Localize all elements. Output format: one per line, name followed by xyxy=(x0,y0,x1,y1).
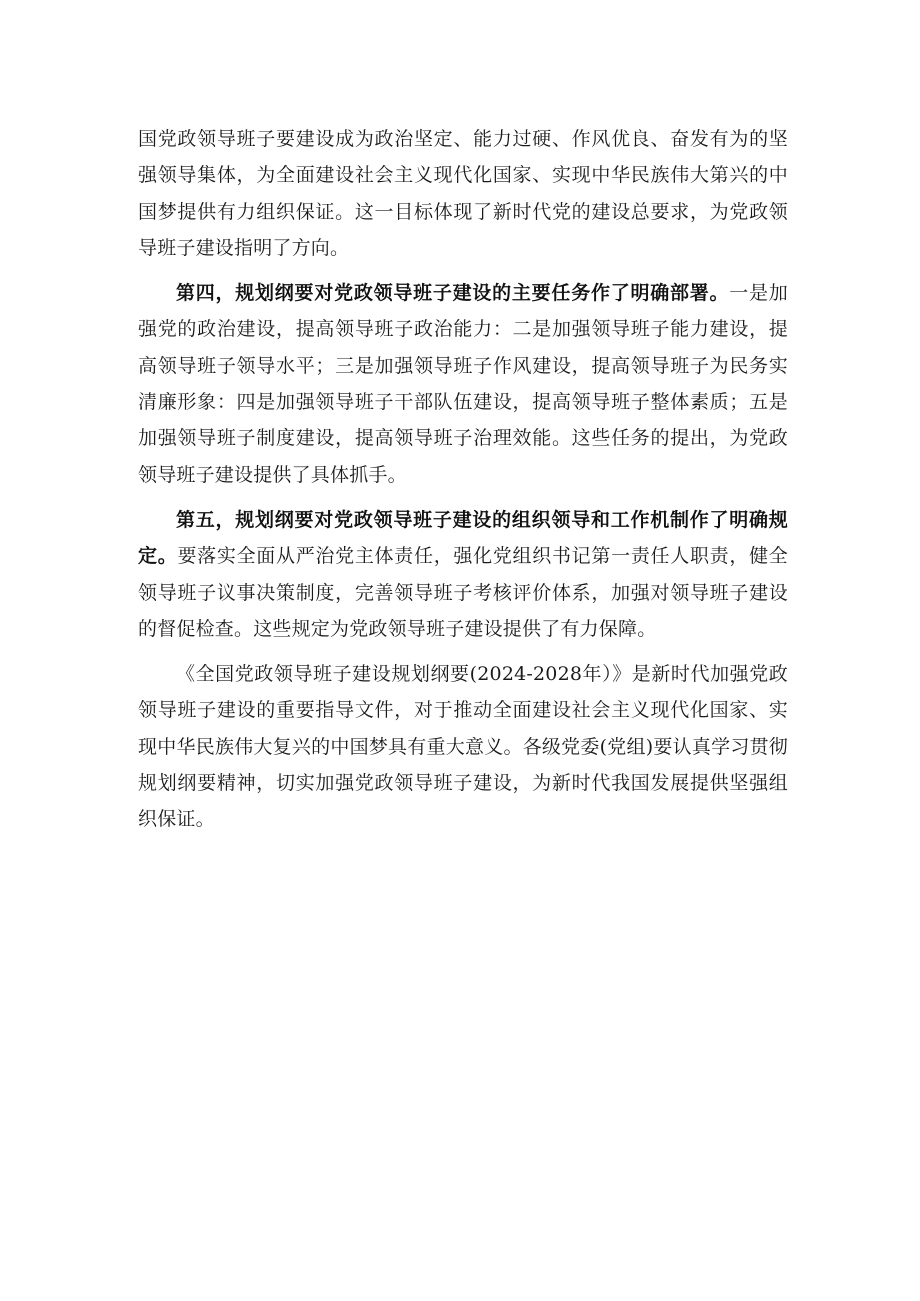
paragraph-goal-conclusion xyxy=(138,121,788,266)
paragraph-fifth-organization xyxy=(138,502,788,647)
paragraph-text: 《全国党政领导班子建设规划纲要(2024-2028年）》是新时代加强党政领导班子建设的重要指导文件，对于推动全面建设社会主义现代化国家、实现中华民族伟大复兴的中国梦具有重大意义。各级党委(党组)要认真学习贯彻规划纲要精神，切实加强党政领导班子建设，为新时代我国发展提供坚强组织保证。 xyxy=(138,663,788,831)
paragraph-text: 一是加强党的政治建设，提高领导班子政治能力：二是加强领导班子能力建设，提高领导班子领导水平；三是加强领导班子作风建设，提高领导班子为民务实清廉形象：四是加强领导班子干部队伍建设，提高领导班子整体素质；五是加强领导班子制度建设，提高领导班子治理效能。这些任务的提出，为党政领导班子建设提供了具体抓手。 xyxy=(138,282,788,486)
paragraph-text: 要落实全面从严治党主体责任，强化党组织书记第一责任人职责，健全领导班子议事决策制度，完善领导班子考核评价体系，加强对领导班子建设的督促检查。这些规定为党政领导班子建设提供了有力保障。 xyxy=(138,545,789,640)
paragraph-summary xyxy=(138,656,788,837)
paragraph-fourth-main-tasks xyxy=(138,275,788,493)
paragraph-lead-heading: 第五，规划纲要对党政领导班子建设的组织领导和工作机制作了明确规定。 xyxy=(138,508,788,568)
paragraph-lead-heading: 第四，规划纲要对党政领导班子建设的主要任务作了明确部署。 xyxy=(176,282,730,305)
document-body xyxy=(138,121,788,838)
paragraph-text: 国党政领导班子要建设成为政治坚定、能力过硬、作风优良、奋发有为的坚强领导集体，为全面建设社会主义现代化国家、实现中华民族伟大第兴的中国梦提供有力组织保证。这一目标体现了新时代党的建设总要求，为党政领导班子建设指明了方向。 xyxy=(138,128,788,259)
